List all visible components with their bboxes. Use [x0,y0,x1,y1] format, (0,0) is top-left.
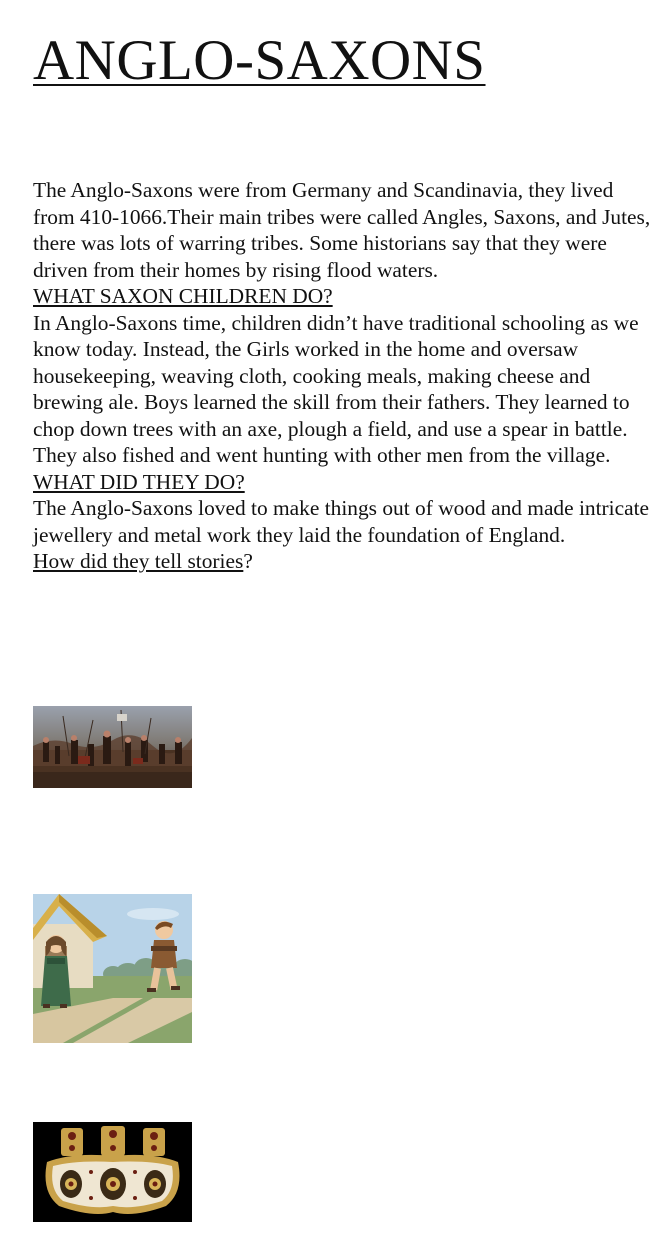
stories-question [33,548,653,575]
article-body [33,177,653,575]
saxon-children-cartoon-image [33,894,192,1043]
section-heading-children: WHAT SAXON CHILDREN DO? [33,284,333,308]
section-body-children: In Anglo-Saxons time, children didn’t have traditional schooling as we know today. Instead, the Girls worked in the home and oversaw housekeeping, weaving cloth, cooking meals, making cheese and brewing ale. Boys learned the skill from their fathers. They learned to chop down trees with an axe, plough a field, and use a spear in battle. They also fished and went hunting with other men from the village. [33,310,639,467]
stories-question-mark: ? [243,549,253,573]
section-heading-activities: WHAT DID THEY DO? [33,469,245,494]
cartoon-children-image [33,894,192,1043]
jewellery-buckle-image [33,1122,192,1222]
intro-paragraph: The Anglo-Saxons were from Germany and Scandinavia, they lived from 410-1066.Their main tribes were called Angles, Saxons, and Jutes, there was lots of warring tribes. Some historians say that they were driven from their homes by rising flood waters. [33,178,651,282]
battle-scene-image [33,706,192,788]
stories-question-link[interactable]: How did they tell stories [33,549,244,573]
section-body-activities: The Anglo-Saxons loved to make things out of wood and made intricate jewellery and metal work they laid the foundation of England. [33,496,650,547]
page-title: ANGLO-SAXONS [33,29,486,92]
gold-buckle-image [33,1122,192,1222]
battle-painting-image [33,706,192,788]
